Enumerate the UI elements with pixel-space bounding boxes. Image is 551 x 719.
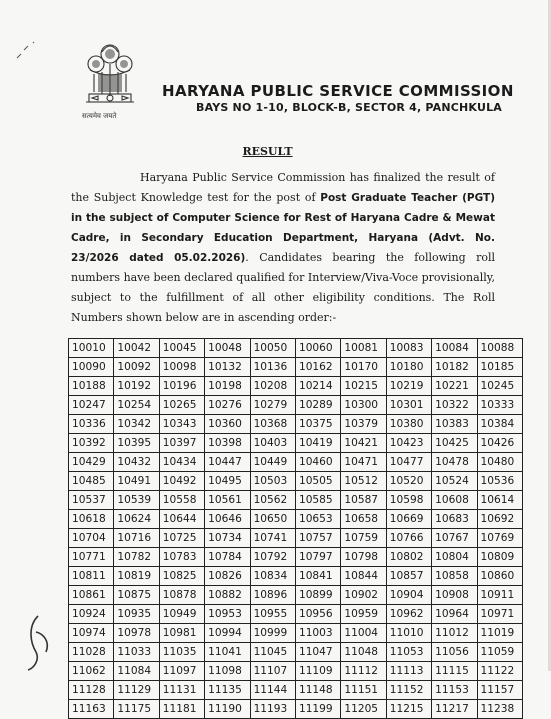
roll-number-cell: 10221: [432, 377, 477, 396]
roll-number-cell: 10477: [386, 453, 431, 472]
roll-number-cell: 10050: [250, 339, 295, 358]
roll-row: [69, 510, 523, 529]
roll-number-cell: 10495: [205, 472, 250, 491]
roll-number-cell: 10857: [386, 567, 431, 586]
roll-number-cell: 10289: [295, 396, 340, 415]
roll-number-cell: 10804: [432, 548, 477, 567]
roll-number-cell: 10460: [295, 453, 340, 472]
roll-number-cell: 10254: [114, 396, 159, 415]
roll-number-cell: 10208: [250, 377, 295, 396]
roll-number-cell: 11163: [69, 700, 114, 719]
roll-number-cell: 10180: [386, 358, 431, 377]
roll-number-cell: 10084: [432, 339, 477, 358]
roll-number-cell: 10092: [114, 358, 159, 377]
roll-number-cell: 10644: [159, 510, 204, 529]
result-heading: RESULT: [242, 145, 293, 158]
roll-number-cell: 10911: [477, 586, 522, 605]
roll-row: [69, 681, 523, 700]
roll-number-cell: 10585: [295, 491, 340, 510]
roll-number-cell: 10132: [205, 358, 250, 377]
roll-number-cell: 10397: [159, 434, 204, 453]
roll-row: [69, 529, 523, 548]
roll-number-cell: 10841: [295, 567, 340, 586]
roll-number-cell: 10767: [432, 529, 477, 548]
roll-number-cell: 10170: [341, 358, 386, 377]
roll-number-cell: 10896: [250, 586, 295, 605]
roll-number-cell: 10512: [341, 472, 386, 491]
state-emblem-icon: [72, 40, 148, 122]
roll-number-cell: 10480: [477, 453, 522, 472]
roll-number-cell: 10964: [432, 605, 477, 624]
roll-number-cell: 10403: [250, 434, 295, 453]
roll-number-cell: 10784: [205, 548, 250, 567]
roll-number-cell: 10783: [159, 548, 204, 567]
roll-number-cell: 11019: [477, 624, 522, 643]
roll-number-cell: 10999: [250, 624, 295, 643]
roll-number-cell: 11113: [386, 662, 431, 681]
roll-row: [69, 662, 523, 681]
roll-number-cell: 10669: [386, 510, 431, 529]
roll-number-cell: 11059: [477, 643, 522, 662]
roll-number-cell: 10608: [432, 491, 477, 510]
roll-number-cell: 11181: [159, 700, 204, 719]
roll-number-cell: 10858: [432, 567, 477, 586]
roll-number-cell: 10798: [341, 548, 386, 567]
roll-number-cell: 11004: [341, 624, 386, 643]
roll-number-cell: 11084: [114, 662, 159, 681]
roll-number-cell: 10766: [386, 529, 431, 548]
roll-number-cell: 10811: [69, 567, 114, 586]
roll-row: [69, 605, 523, 624]
paragraph-bold-text: Post Graduate Teacher (PGT) in the subject of Computer Science for Rest of Haryana Cadre & Mewat Cadre, in Secondary Education Department, Haryana (Advt. No. 23/2026 dated 05.02.2026): [71, 192, 496, 264]
roll-number-cell: 10935: [114, 605, 159, 624]
roll-number-cell: 10279: [250, 396, 295, 415]
roll-number-cell: 10956: [295, 605, 340, 624]
roll-number-cell: 10375: [295, 415, 340, 434]
roll-number-cell: 11109: [295, 662, 340, 681]
roll-number-cell: 11144: [250, 681, 295, 700]
roll-number-cell: 11135: [205, 681, 250, 700]
roll-number-cell: 10558: [159, 491, 204, 510]
roll-number-cell: 11035: [159, 643, 204, 662]
roll-number-cell: 10882: [205, 586, 250, 605]
roll-number-cell: 10136: [250, 358, 295, 377]
roll-number-cell: 10503: [250, 472, 295, 491]
roll-number-cell: 11205: [341, 700, 386, 719]
roll-number-cell: 10653: [295, 510, 340, 529]
roll-number-cell: 10520: [386, 472, 431, 491]
roll-number-cell: 11115: [432, 662, 477, 681]
roll-number-cell: 10368: [250, 415, 295, 434]
roll-number-cell: 10060: [295, 339, 340, 358]
roll-number-cell: 10380: [386, 415, 431, 434]
roll-number-cell: 10716: [114, 529, 159, 548]
roll-row: [69, 567, 523, 586]
roll-number-cell: 10215: [341, 377, 386, 396]
roll-row: [69, 339, 523, 358]
roll-number-cell: 10802: [386, 548, 431, 567]
roll-number-cell: 10902: [341, 586, 386, 605]
roll-number-cell: 10962: [386, 605, 431, 624]
roll-number-cell: 11151: [341, 681, 386, 700]
roll-number-cell: 11238: [477, 700, 522, 719]
roll-number-cell: 10683: [432, 510, 477, 529]
roll-number-cell: 10045: [159, 339, 204, 358]
roll-number-cell: 11041: [205, 643, 250, 662]
roll-number-cell: 11148: [295, 681, 340, 700]
roll-number-cell: 10704: [69, 529, 114, 548]
roll-number-cell: 10492: [159, 472, 204, 491]
roll-number-cell: 10048: [205, 339, 250, 358]
handwritten-signature: [24, 612, 58, 672]
roll-number-cell: 10301: [386, 396, 431, 415]
roll-number-cell: 11053: [386, 643, 431, 662]
roll-number-cell: 10646: [205, 510, 250, 529]
roll-number-cell: 11157: [477, 681, 522, 700]
roll-number-cell: 11045: [250, 643, 295, 662]
roll-number-cell: 11175: [114, 700, 159, 719]
roll-number-cell: 10955: [250, 605, 295, 624]
roll-number-cell: 11047: [295, 643, 340, 662]
roll-number-cell: 10429: [69, 453, 114, 472]
paragraph-text-2: . Candidates bearing the following roll numbers have been declared qualified for Interview/Viva-Voce provisionally, subject to the fulfillment of all other eligibility conditions. The Roll Numbers shown below are in ascending order:-: [71, 251, 495, 324]
roll-number-cell: 11028: [69, 643, 114, 662]
roll-number-cell: 10875: [114, 586, 159, 605]
roll-number-cell: 10797: [295, 548, 340, 567]
organization-title: HARYANA PUBLIC SERVICE COMMISSION: [162, 82, 514, 100]
roll-number-cell: 10959: [341, 605, 386, 624]
roll-number-cell: 10276: [205, 396, 250, 415]
roll-number-cell: 10981: [159, 624, 204, 643]
roll-number-cell: 10757: [295, 529, 340, 548]
roll-number-cell: 11048: [341, 643, 386, 662]
roll-number-cell: 10265: [159, 396, 204, 415]
roll-number-cell: 10188: [69, 377, 114, 396]
roll-number-cell: 10734: [205, 529, 250, 548]
roll-number-cell: 11112: [341, 662, 386, 681]
roll-number-cell: 10505: [295, 472, 340, 491]
roll-number-cell: 11199: [295, 700, 340, 719]
roll-number-cell: 10449: [250, 453, 295, 472]
roll-row: [69, 586, 523, 605]
roll-number-cell: 11217: [432, 700, 477, 719]
roll-number-cell: 10398: [205, 434, 250, 453]
roll-number-cell: 10904: [386, 586, 431, 605]
roll-number-cell: 10692: [477, 510, 522, 529]
roll-number-cell: 10090: [69, 358, 114, 377]
roll-number-cell: 11097: [159, 662, 204, 681]
roll-number-cell: 10162: [295, 358, 340, 377]
roll-number-cell: 10782: [114, 548, 159, 567]
roll-number-cell: 10042: [114, 339, 159, 358]
roll-number-cell: 10383: [432, 415, 477, 434]
roll-number-cell: 11190: [205, 700, 250, 719]
roll-number-cell: 10392: [69, 434, 114, 453]
roll-number-cell: 10419: [295, 434, 340, 453]
roll-number-cell: 10561: [205, 491, 250, 510]
roll-number-cell: 10539: [114, 491, 159, 510]
roll-number-cell: 10741: [250, 529, 295, 548]
roll-number-cell: 10426: [477, 434, 522, 453]
pen-mark: [15, 40, 39, 60]
roll-number-cell: 10395: [114, 434, 159, 453]
roll-number-cell: 10924: [69, 605, 114, 624]
roll-number-cell: 10908: [432, 586, 477, 605]
roll-number-cell: 10536: [477, 472, 522, 491]
roll-number-cell: 10185: [477, 358, 522, 377]
roll-number-cell: 10624: [114, 510, 159, 529]
roll-number-cell: 11128: [69, 681, 114, 700]
roll-number-cell: 10860: [477, 567, 522, 586]
result-paragraph: [71, 168, 495, 328]
roll-row: [69, 453, 523, 472]
roll-number-cell: 11122: [477, 662, 522, 681]
roll-row: [69, 377, 523, 396]
roll-number-cell: 10434: [159, 453, 204, 472]
roll-number-cell: 11098: [205, 662, 250, 681]
roll-number-cell: 11056: [432, 643, 477, 662]
roll-number-cell: 10899: [295, 586, 340, 605]
roll-number-cell: 11033: [114, 643, 159, 662]
roll-number-cell: 10425: [432, 434, 477, 453]
roll-number-cell: 11129: [114, 681, 159, 700]
roll-number-table: [68, 338, 523, 719]
roll-number-cell: 10953: [205, 605, 250, 624]
roll-number-cell: 10878: [159, 586, 204, 605]
roll-number-cell: 10245: [477, 377, 522, 396]
roll-number-cell: 10809: [477, 548, 522, 567]
roll-row: [69, 700, 523, 719]
roll-number-cell: 10192: [114, 377, 159, 396]
roll-number-cell: 11062: [69, 662, 114, 681]
roll-row: [69, 643, 523, 662]
roll-number-cell: 10759: [341, 529, 386, 548]
roll-number-cell: 10974: [69, 624, 114, 643]
roll-row: [69, 472, 523, 491]
roll-number-cell: 10861: [69, 586, 114, 605]
roll-number-cell: 11131: [159, 681, 204, 700]
roll-number-cell: 10978: [114, 624, 159, 643]
roll-number-cell: 10471: [341, 453, 386, 472]
roll-number-cell: 10182: [432, 358, 477, 377]
roll-number-cell: 10792: [250, 548, 295, 567]
roll-row: [69, 358, 523, 377]
roll-number-cell: 10379: [341, 415, 386, 434]
roll-number-cell: 10949: [159, 605, 204, 624]
roll-number-cell: 10432: [114, 453, 159, 472]
roll-number-cell: 10614: [477, 491, 522, 510]
roll-number-cell: 10219: [386, 377, 431, 396]
roll-number-cell: 10971: [477, 605, 522, 624]
roll-number-cell: 10478: [432, 453, 477, 472]
paragraph-text-1: Haryana Public Service Commission has finalized the result of the Subject Knowledge test for the post of: [71, 171, 495, 204]
roll-number-cell: 10198: [205, 377, 250, 396]
roll-row: [69, 434, 523, 453]
roll-number-cell: 10081: [341, 339, 386, 358]
roll-number-cell: 10491: [114, 472, 159, 491]
roll-number-cell: 10214: [295, 377, 340, 396]
roll-number-cell: 10537: [69, 491, 114, 510]
roll-number-cell: 11193: [250, 700, 295, 719]
roll-number-cell: 10421: [341, 434, 386, 453]
roll-number-cell: 10524: [432, 472, 477, 491]
roll-number-cell: 10725: [159, 529, 204, 548]
roll-number-cell: 10336: [69, 415, 114, 434]
roll-row: [69, 396, 523, 415]
roll-number-cell: 10083: [386, 339, 431, 358]
roll-number-cell: 10247: [69, 396, 114, 415]
roll-number-cell: 10650: [250, 510, 295, 529]
roll-row: [69, 415, 523, 434]
roll-number-cell: 10825: [159, 567, 204, 586]
roll-number-cell: 10010: [69, 339, 114, 358]
roll-number-cell: 10844: [341, 567, 386, 586]
roll-number-cell: 10088: [477, 339, 522, 358]
roll-number-cell: 10343: [159, 415, 204, 434]
roll-number-cell: 10819: [114, 567, 159, 586]
roll-number-cell: 10098: [159, 358, 204, 377]
roll-number-cell: 10384: [477, 415, 522, 434]
roll-number-cell: 11215: [386, 700, 431, 719]
roll-row: [69, 624, 523, 643]
roll-number-cell: 10769: [477, 529, 522, 548]
roll-number-cell: 10322: [432, 396, 477, 415]
roll-number-cell: 10485: [69, 472, 114, 491]
roll-number-cell: 10342: [114, 415, 159, 434]
roll-number-cell: 11107: [250, 662, 295, 681]
roll-row: [69, 491, 523, 510]
roll-number-cell: 10771: [69, 548, 114, 567]
roll-number-cell: 10994: [205, 624, 250, 643]
roll-number-cell: 11153: [432, 681, 477, 700]
roll-number-cell: 10333: [477, 396, 522, 415]
roll-number-cell: 10447: [205, 453, 250, 472]
roll-number-cell: 11003: [295, 624, 340, 643]
roll-number-cell: 11152: [386, 681, 431, 700]
roll-number-cell: 10826: [205, 567, 250, 586]
roll-number-cell: 10658: [341, 510, 386, 529]
roll-number-cell: 10587: [341, 491, 386, 510]
roll-number-cell: 10423: [386, 434, 431, 453]
roll-number-cell: 10834: [250, 567, 295, 586]
roll-number-cell: 11010: [386, 624, 431, 643]
roll-number-cell: 10300: [341, 396, 386, 415]
roll-number-cell: 10360: [205, 415, 250, 434]
organization-address: BAYS NO 1-10, BLOCK-B, SECTOR 4, PANCHKULA: [196, 101, 502, 114]
roll-number-cell: 10562: [250, 491, 295, 510]
roll-number-cell: 10618: [69, 510, 114, 529]
roll-number-cell: 10598: [386, 491, 431, 510]
roll-row: [69, 548, 523, 567]
roll-number-cell: 10196: [159, 377, 204, 396]
roll-number-cell: 11012: [432, 624, 477, 643]
emblem-motto: सत्यमेव जयते: [82, 112, 117, 120]
